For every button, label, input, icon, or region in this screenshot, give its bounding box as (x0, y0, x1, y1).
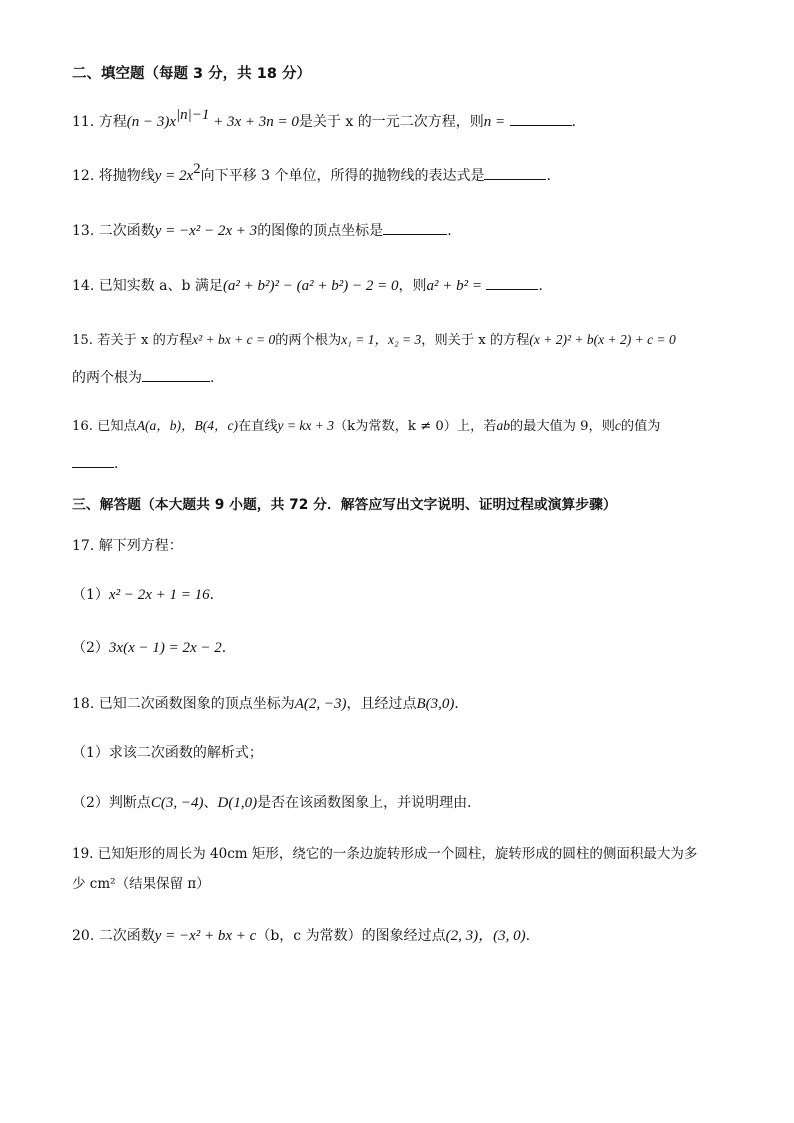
question-14: 14. 已知实数 a、b 满足(a² + b²)² − (a² + b²) − 2 = 0，则a² + b² = . (72, 275, 543, 296)
question-number: 12. (72, 168, 95, 184)
section-fill-title: 二、填空题（每题 3 分，共 18 分） (72, 66, 311, 82)
answer-blank[interactable] (72, 453, 114, 468)
answer-blank[interactable] (383, 220, 447, 235)
question-18: 18. 已知二次函数图象的顶点坐标为A(2, −3)，且经过点B(3,0)． (72, 696, 469, 712)
question-13: 13. 二次函数y = −x² − 2x + 3的图像的顶点坐标是 . (72, 220, 452, 241)
question-number: 14. (72, 278, 95, 294)
question-18-part-2: （2）判断点C(3, −4)、D(1,0)是否在该函数图象上，并说明理由． (72, 795, 482, 811)
question-19: 19. 已知矩形的周长为 40cm 矩形，绕它的一条边旋转形成一个圆柱，旋转形成的圆柱的侧面积最大为多 (72, 846, 698, 862)
question-16: 16. 已知点A(a，b)，B(4，c)在直线y = kx + 3（k为常数，k ≠ 0）上，若ab的最大值为 9，则c的值为 (72, 418, 661, 434)
question-number: 11. (72, 114, 95, 130)
question-12: 12. 将抛物线$y = 2x^2$向下平移 3 个单位，所得的抛物线的表达式是 . (72, 161, 551, 184)
answer-blank[interactable] (486, 275, 538, 290)
question-11: 11. 方程$(n - 3)x^{|n|-1} + 3x + 3n = 0$是关于 x 的一元二次方程，则n = . (72, 107, 576, 130)
question-15-continued: 的两个根为 . (72, 367, 214, 388)
question-number: 16. (72, 419, 93, 434)
question-number: 13. (72, 223, 95, 239)
question-number: 15. (72, 333, 93, 348)
question-17-part-1: （1）x² − 2x + 1 = 16． (72, 587, 224, 603)
answer-blank[interactable] (510, 111, 572, 126)
question-15: 15. 若关于 x 的方程x² + bx + c = 0的两个根为x₁ = 1，x₂ = 3，则关于 x 的方程(x + 2)² + b(x + 2) + c = 0 (72, 332, 676, 348)
question-19-continued: 少 cm²（结果保留 π） (72, 876, 210, 892)
question-18-part-1: （1）求该二次函数的解析式； (72, 745, 263, 761)
question-17-part-2: （2）3x(x − 1) = 2x − 2． (72, 640, 236, 656)
answer-blank[interactable] (484, 165, 546, 180)
question-17-title: 17. 解下列方程： (72, 538, 183, 554)
answer-blank[interactable] (142, 367, 210, 382)
question-20: 20. 二次函数y = −x² + bx + c（b，c 为常数）的图象经过点(2, 3)，(3, 0). (72, 928, 531, 944)
section-answer-title: 三、解答题（本大题共 9 小题，共 72 分．解答应写出文字说明、证明过程或演算步骤） (72, 497, 617, 513)
question-16-continued: . (72, 453, 118, 474)
